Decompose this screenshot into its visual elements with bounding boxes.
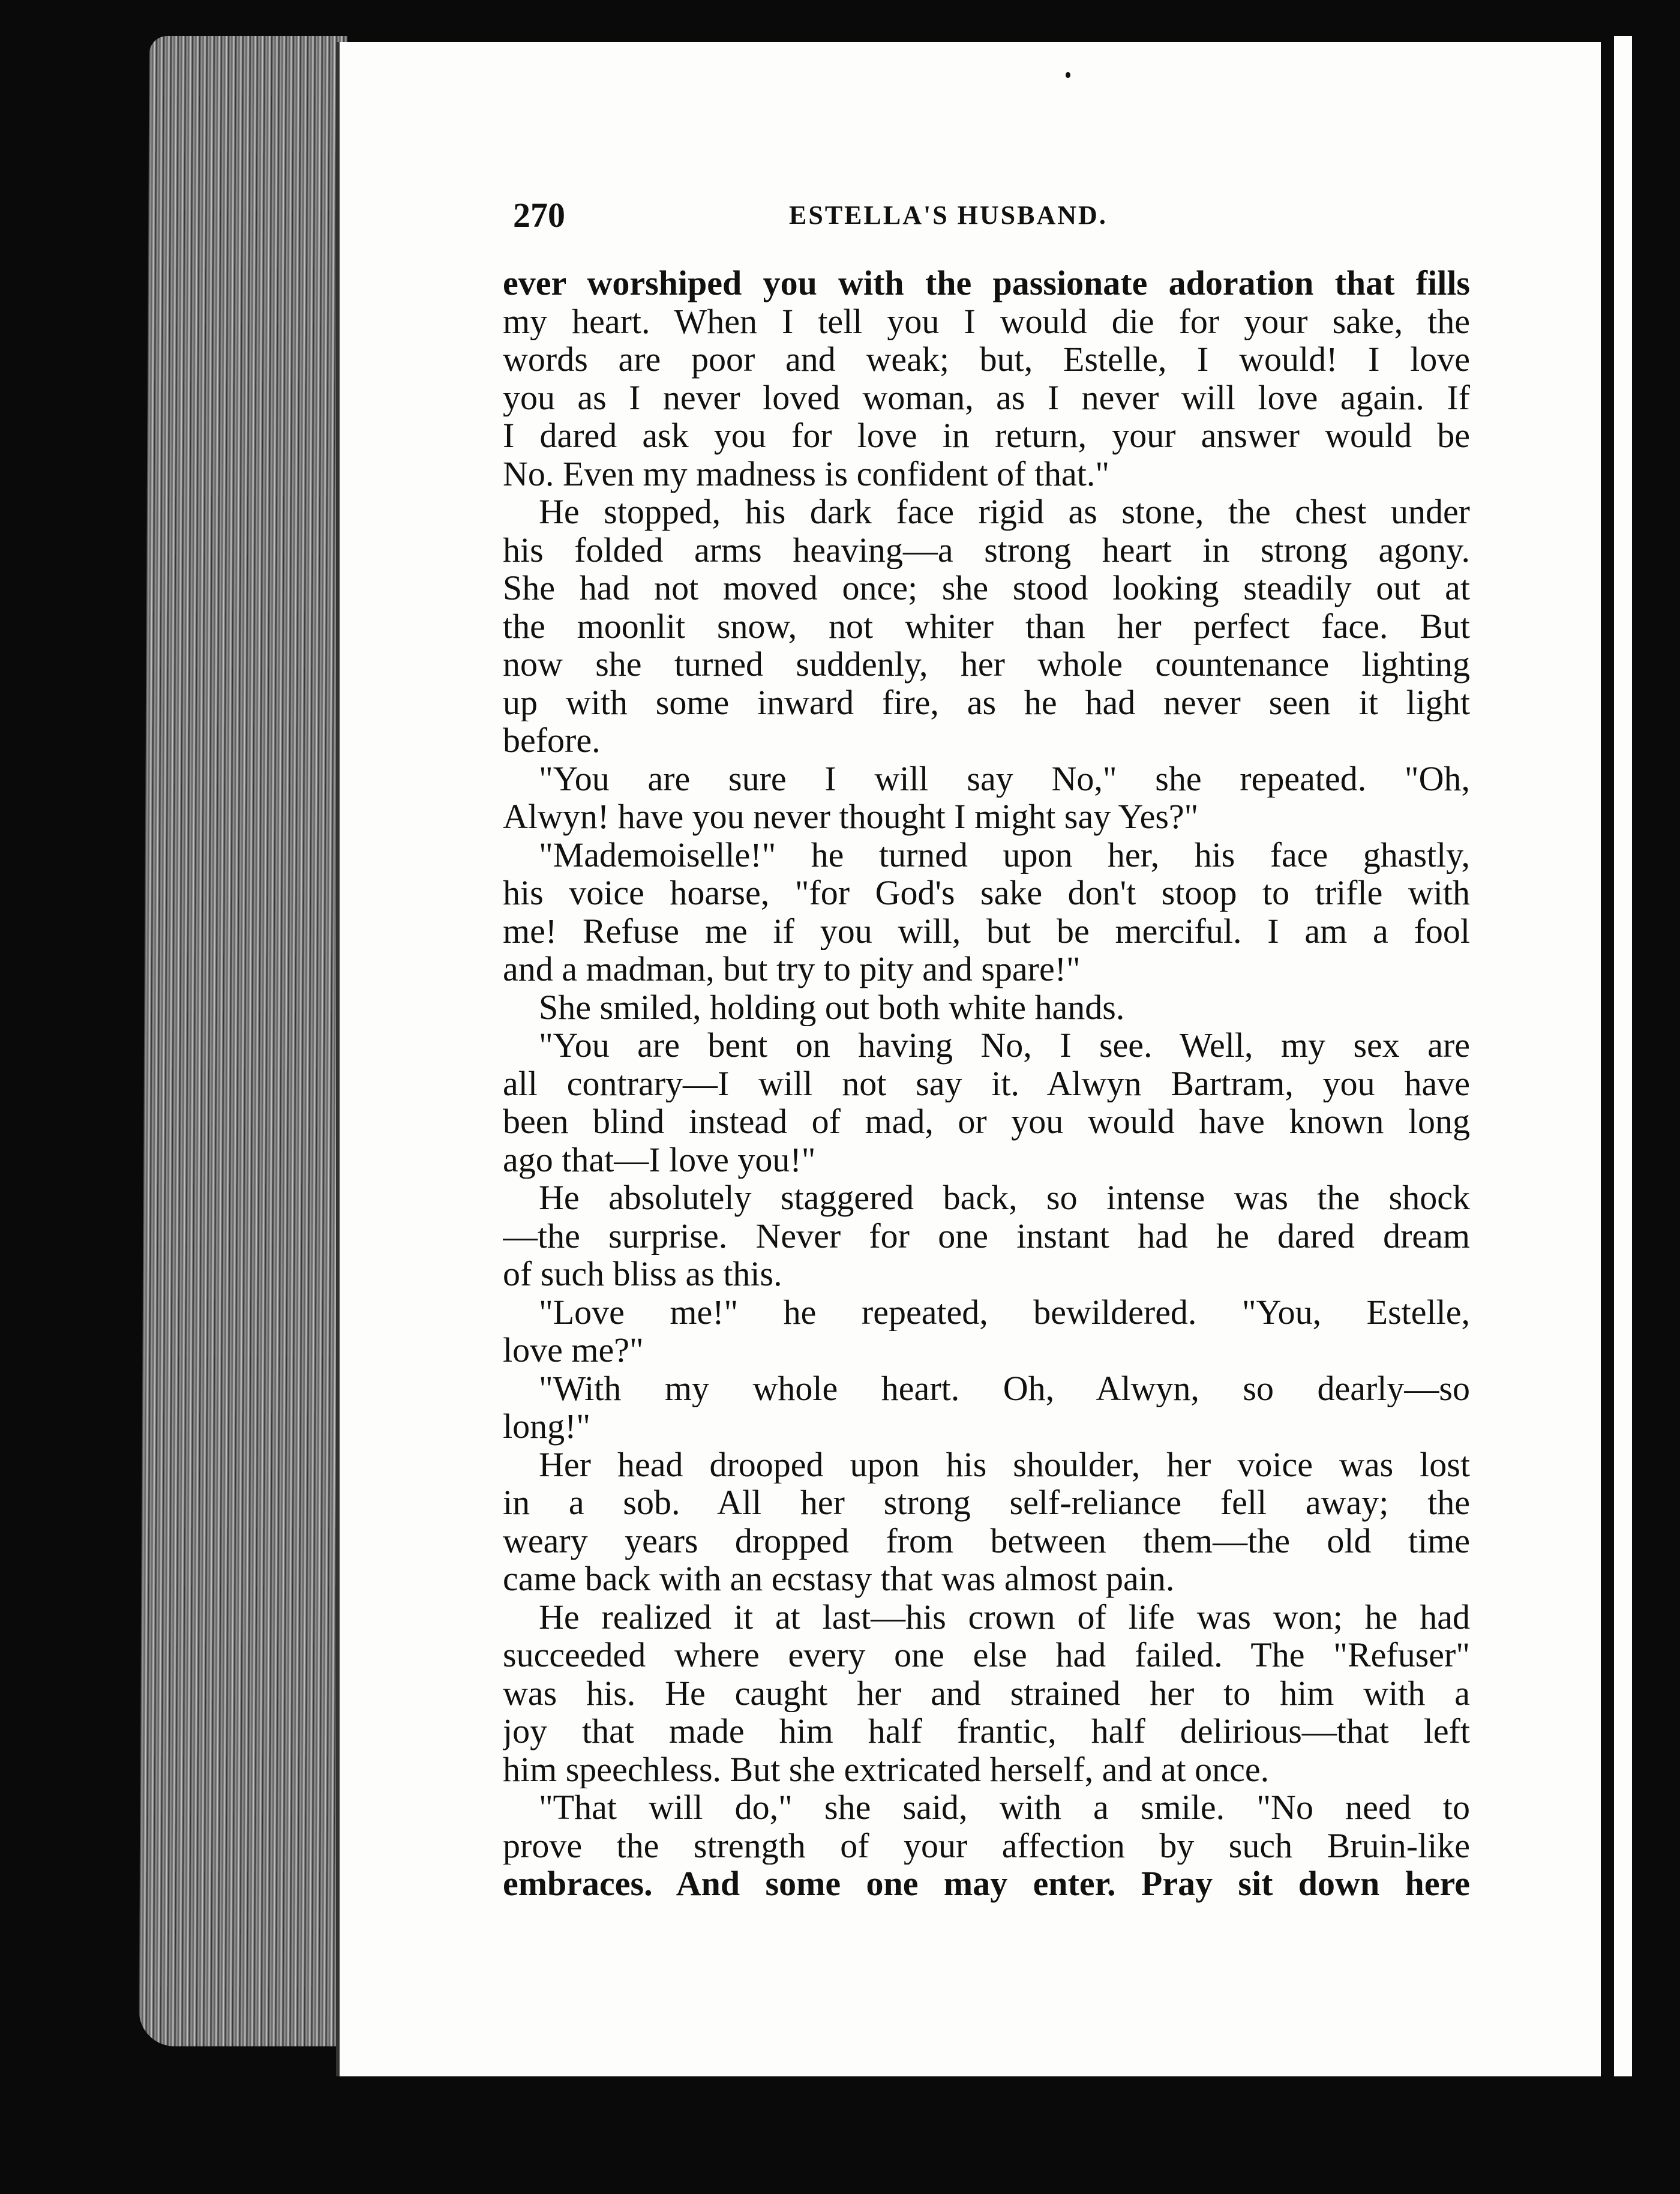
- text-line: ago that—I love you!": [503, 1140, 816, 1179]
- print-speck: [1066, 72, 1070, 78]
- text-line: succeeded where every one else had failed. The "Refuser": [503, 1636, 1470, 1674]
- text-line: joy that made him half frantic, half delirious—that left: [503, 1712, 1470, 1751]
- facing-page-edge: [1614, 36, 1632, 2076]
- text-line: I dared ask you for love in return, your answer would be: [503, 416, 1470, 455]
- body-text: [503, 264, 1470, 1903]
- text-line: prove the strength of your affection by such Bruin-like: [503, 1826, 1470, 1865]
- text-line: "Love me!" he repeated, bewildered. "You, Estelle,: [539, 1293, 1470, 1331]
- text-line: "Mademoiselle!" he turned upon her, his face ghastly,: [539, 835, 1470, 874]
- text-line: before.: [503, 721, 601, 760]
- text-line: me! Refuse me if you will, but be merciful. I am a fool: [503, 912, 1470, 950]
- text-line: long!": [503, 1407, 591, 1446]
- text-line: words are poor and weak; but, Estelle, I would! I love: [503, 340, 1470, 379]
- text-line: "With my whole heart. Oh, Alwyn, so dearly—so: [539, 1369, 1470, 1407]
- book-page-edges: [139, 36, 347, 2046]
- text-line: "You are bent on having No, I see. Well, my sex are: [539, 1026, 1470, 1065]
- text-line: She had not moved once; she stood looking steadily out at: [503, 569, 1470, 607]
- text-line: embraces. And some one may enter. Pray sit down here: [503, 1865, 1470, 1903]
- page-gutter: [1601, 36, 1614, 2076]
- text-line: my heart. When I tell you I would die for your sake, the: [503, 302, 1470, 340]
- text-line: He absolutely staggered back, so intense was the shock: [539, 1179, 1470, 1217]
- text-line: came back with an ecstasy that was almost pain.: [503, 1560, 1175, 1598]
- running-head: ESTELLA'S HUSBAND.: [789, 200, 1108, 230]
- text-line: him speechless. But she extricated herself, and at once.: [503, 1750, 1270, 1788]
- text-line: ever worshiped you with the passionate adoration that fills: [503, 264, 1470, 302]
- text-line: She smiled, holding out both white hands.: [539, 988, 1125, 1026]
- text-line: love me?": [503, 1331, 644, 1369]
- text-line: Her head drooped upon his shoulder, her voice was lost: [539, 1445, 1470, 1483]
- text-line: his voice hoarse, "for God's sake don't stoop to trifle with: [503, 874, 1470, 912]
- text-line: in a sob. All her strong self-reliance fell away; the: [503, 1483, 1470, 1522]
- page-number: 270: [513, 196, 565, 235]
- text-line: "That will do," she said, with a smile. "No need to: [539, 1788, 1470, 1827]
- page-header: [513, 195, 1473, 249]
- text-line: been blind instead of mad, or you would have known long: [503, 1102, 1470, 1141]
- text-line: Alwyn! have you never thought I might say Yes?": [503, 798, 1199, 836]
- text-line: weary years dropped from between them—the old time: [503, 1521, 1470, 1560]
- text-line: was his. He caught her and strained her to him with a: [503, 1674, 1470, 1712]
- text-line: He realized it at last—his crown of life was won; he had: [539, 1597, 1470, 1636]
- text-line: —the surprise. Never for one instant had he dared dream: [503, 1216, 1470, 1255]
- text-line: his folded arms heaving—a strong heart in strong agony.: [503, 530, 1470, 569]
- text-line: you as I never loved woman, as I never will love again. If: [503, 378, 1470, 416]
- scan-background-specks: [0, 0, 144, 2194]
- text-line: No. Even my madness is confident of that.": [503, 454, 1110, 493]
- text-line: "You are sure I will say No," she repeated. "Oh,: [539, 759, 1470, 798]
- text-line: He stopped, his dark face rigid as stone, the chest under: [539, 493, 1470, 531]
- text-line: the moonlit snow, not whiter than her perfect face. But: [503, 607, 1470, 645]
- text-line: now she turned suddenly, her whole countenance lighting: [503, 645, 1470, 684]
- text-line: of such bliss as this.: [503, 1255, 782, 1293]
- text-line: up with some inward fire, as he had never seen it light: [503, 683, 1470, 721]
- text-line: all contrary—I will not say it. Alwyn Bartram, you have: [503, 1064, 1470, 1102]
- text-line: and a madman, but try to pity and spare!": [503, 950, 1081, 988]
